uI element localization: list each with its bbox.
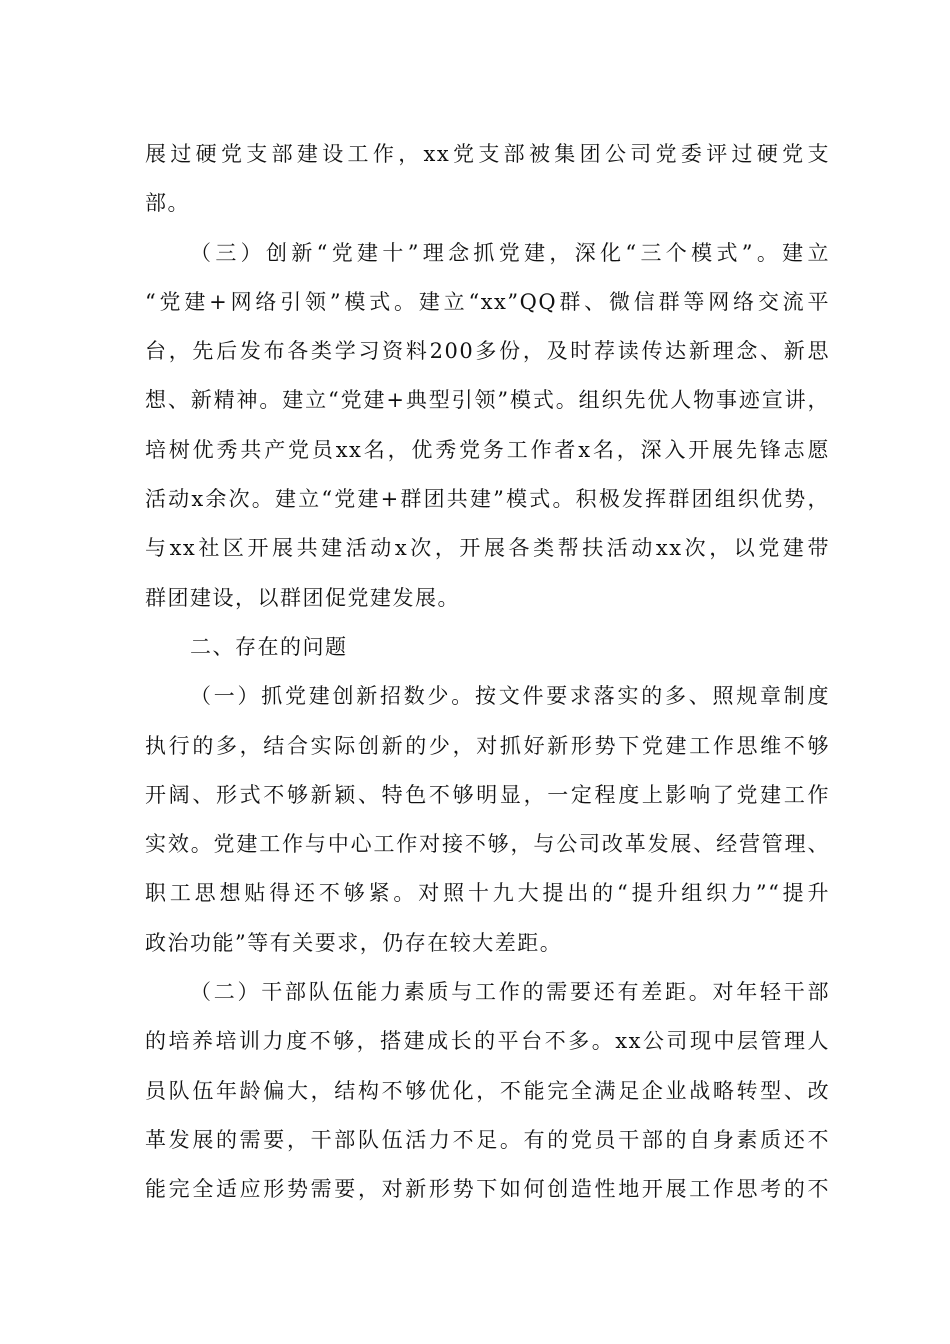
text-line: 员队伍年龄偏大，结构不够优化，不能完全满足企业战略转型、改 xyxy=(145,1078,830,1103)
text-line: 职工思想贴得还不够紧。对照十九大提出的“提升组织力”“提升 xyxy=(145,881,830,906)
text-line: 台，先后发布各类学习资料200多份，及时荐读传达新理念、新思 xyxy=(145,339,830,364)
text-line: 与xx社区开展共建活动x次，开展各类帮扶活动xx次，以党建带 xyxy=(145,536,830,561)
document-body xyxy=(145,130,830,1215)
text-line: （一）抓党建创新招数少。按文件要求落实的多、照规章制度 xyxy=(190,684,830,709)
text-line: 培树优秀共产党员xx名，优秀党务工作者x名，深入开展先锋志愿 xyxy=(145,437,830,462)
text-line: （三）创新“党建十”理念抓党建，深化“三个模式”。建立 xyxy=(190,240,830,265)
text-line: 活动x余次。建立“党建+群团共建”模式。积极发挥群团组织优势， xyxy=(145,487,830,512)
text-line: 革发展的需要，干部队伍活力不足。有的党员干部的自身素质还不 xyxy=(145,1127,830,1152)
text-line: 能完全适应形势需要，对新形势下如何创造性地开展工作思考的不 xyxy=(145,1177,830,1202)
text-line: 群团建设，以群团促党建发展。 xyxy=(145,585,460,610)
text-line: 执行的多，结合实际创新的少，对抓好新形势下党建工作思维不够 xyxy=(145,733,830,758)
text-line: 部。 xyxy=(145,191,190,216)
text-line: （二）干部队伍能力素质与工作的需要还有差距。对年轻干部 xyxy=(190,980,830,1005)
text-line: 想、新精神。建立“党建+典型引领”模式。组织先优人物事迹宣讲， xyxy=(145,388,830,413)
section-heading: 二、存在的问题 xyxy=(190,634,348,659)
text-line: 的培养培训力度不够，搭建成长的平台不多。xx公司现中层管理人 xyxy=(145,1029,830,1054)
text-line: 展过硬党支部建设工作，xx党支部被集团公司党委评过硬党支 xyxy=(145,142,830,166)
text-line: 开阔、形式不够新颖、特色不够明显，一定程度上影响了党建工作 xyxy=(145,782,830,807)
text-line: 实效。党建工作与中心工作对接不够，与公司改革发展、经营管理、 xyxy=(145,832,830,857)
text-line: “党建+网络引领”模式。建立“xx”QQ群、微信群等网络交流平 xyxy=(145,289,830,314)
text-line: 政治功能”等有关要求，仍存在较大差距。 xyxy=(145,930,563,955)
